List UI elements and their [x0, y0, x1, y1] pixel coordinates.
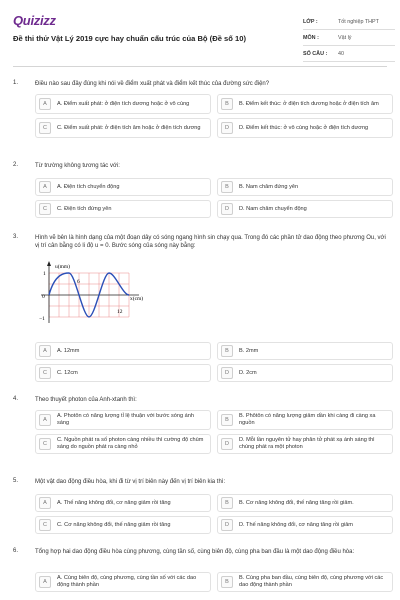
option-letter: B — [221, 345, 233, 357]
question-text: Từ trường không tương tác với: — [35, 163, 120, 169]
options-grid — [35, 494, 390, 534]
meta-key: LỚP : — [303, 18, 318, 25]
page-title: Đề thi thử Vật Lý 2019 cực hay chuẩn cấu trúc của Bộ (Đề số 10) — [13, 34, 246, 43]
option-text: C. Nguồn phát ra số photon càng nhiều thì cường độ chùm sáng do nguồn phát ra càng nhỏ — [57, 437, 204, 450]
question-text: Tổng hợp hai dao động điều hòa cùng phương, cùng tần số, cùng biên độ, cùng pha ban đầu là một dao động điều hòa: — [35, 549, 355, 555]
question-number: 5. — [13, 478, 19, 484]
option-letter: B — [221, 414, 233, 426]
options-grid — [35, 94, 390, 138]
option-text: A. Thế năng không đổi, cơ năng giảm rồi tăng — [57, 499, 171, 506]
option-text: A. Photôn có năng lượng tỉ lệ thuận với bước sóng ánh sáng — [57, 413, 194, 426]
option-text: A. Điểm xuất phát: ở điện tích dương hoặc ở vô cùng — [57, 100, 190, 107]
option-text: B. Cơ năng không đổi, thế năng tăng rồi giảm. — [239, 499, 354, 506]
option-letter: A — [39, 98, 51, 110]
option-c[interactable] — [35, 364, 211, 382]
option-letter: A — [39, 576, 51, 588]
option-text: A. Điện tích chuyển động — [57, 183, 120, 190]
option-letter: D — [221, 519, 233, 531]
option-letter: C — [39, 367, 51, 379]
option-letter: B — [221, 98, 233, 110]
option-text: C. Cơ năng không đổi, thế năng giảm rồi tăng — [57, 521, 171, 528]
option-letter: C — [39, 438, 51, 450]
option-letter: A — [39, 414, 51, 426]
meta-value: 40 — [338, 50, 344, 57]
option-letter: D — [221, 438, 233, 450]
option-b[interactable] — [217, 342, 393, 360]
option-d[interactable] — [217, 516, 393, 534]
meta-row-class — [303, 14, 395, 30]
option-text: A. Cùng biên độ, cùng phương, cùng tần số với các dao động thành phần — [57, 575, 197, 588]
option-text: D. 2cm — [239, 369, 257, 376]
option-d[interactable] — [217, 364, 393, 382]
question-number: 2. — [13, 162, 19, 168]
option-text: C. 12cm — [57, 369, 78, 376]
option-letter: C — [39, 122, 51, 134]
option-text: B. Phôtôn có năng lượng giảm dần khi càng đi càng xa nguồn — [239, 413, 376, 426]
option-letter: C — [39, 519, 51, 531]
question-text: Theo thuyết photon của Anh-xtanh thì: — [35, 397, 137, 403]
question-text: Hình vẽ bên là hình dạng của một đoạn dây có sóng ngang hình sin chạy qua. Trong đó các phần tử dao động theo phương Ou, với vị trí cân bằng có li độ u = 0. Bước sóng của sóng này bằng: — [35, 235, 386, 249]
option-b[interactable] — [217, 178, 393, 196]
option-text: D. Nam châm chuyển động — [239, 205, 307, 212]
option-text: D. Điểm kết thúc: ở vô cùng hoặc ở điện tích dương — [239, 124, 369, 131]
option-letter: B — [221, 181, 233, 193]
option-letter: B — [221, 576, 233, 588]
origin-label: 0 — [42, 294, 45, 300]
option-a[interactable] — [35, 342, 211, 360]
question-text: Điều nào sau đây đúng khi nói về điểm xuất phát và điểm kết thúc của đường sức điện? — [35, 81, 270, 87]
meta-table — [303, 14, 395, 62]
option-text: B. Cùng pha ban đầu, cùng biên độ, cùng phương với các dao động thành phần — [239, 575, 384, 588]
options-grid — [35, 572, 390, 592]
option-letter: D — [221, 367, 233, 379]
option-letter: A — [39, 345, 51, 357]
option-letter: D — [221, 122, 233, 134]
wave-figure — [35, 261, 145, 327]
option-c[interactable] — [35, 434, 211, 454]
options-grid — [35, 178, 390, 218]
option-b[interactable] — [217, 410, 393, 430]
x-mark-6: 6 — [77, 279, 80, 285]
option-d[interactable] — [217, 200, 393, 218]
x-mark-12: 12 — [117, 309, 123, 315]
option-a[interactable] — [35, 572, 211, 592]
option-letter: C — [39, 203, 51, 215]
option-letter: B — [221, 497, 233, 509]
option-text: B. 2mm — [239, 347, 259, 354]
meta-key: MÔN : — [303, 34, 319, 41]
question-text: Một vật dao động điều hòa, khi đi từ vị trí biên này đến vị trí biên kia thì: — [35, 479, 226, 485]
option-b[interactable] — [217, 494, 393, 512]
option-text: B. Nam châm đứng yên — [239, 183, 299, 190]
header-divider — [13, 66, 387, 67]
u-label: u(mm) — [55, 264, 70, 270]
option-letter: D — [221, 203, 233, 215]
question-number: 6. — [13, 548, 19, 554]
option-a[interactable] — [35, 94, 211, 114]
option-b[interactable] — [217, 572, 393, 592]
meta-value: Tốt nghiệp THPT — [338, 18, 379, 25]
option-d[interactable] — [217, 434, 393, 454]
option-letter: A — [39, 497, 51, 509]
options-grid — [35, 342, 390, 382]
options-grid — [35, 410, 390, 454]
option-text: C. Điểm xuất phát: ở điện tích âm hoặc ở điện tích dương — [57, 124, 201, 131]
option-c[interactable] — [35, 118, 211, 138]
option-c[interactable] — [35, 516, 211, 534]
option-text: A. 12mm — [57, 347, 80, 354]
option-text: B. Điểm kết thúc: ở điện tích dương hoặc ở điện tích âm — [239, 100, 379, 107]
option-c[interactable] — [35, 200, 211, 218]
quizizz-logo: Quizizz — [13, 13, 56, 28]
option-text: D. Thế năng không đổi, cơ năng tăng rồi giảm — [239, 521, 353, 528]
u-axis-arrow — [47, 261, 51, 266]
option-letter: A — [39, 181, 51, 193]
option-a[interactable] — [35, 178, 211, 196]
x-label: x(cm) — [130, 296, 144, 302]
meta-value: Vật lý — [338, 34, 352, 41]
meta-key: SỐ CÂU : — [303, 50, 328, 57]
option-b[interactable] — [217, 94, 393, 114]
question-number: 1. — [13, 80, 19, 86]
option-a[interactable] — [35, 410, 211, 430]
u-min-label: −1 — [39, 316, 45, 322]
meta-row-subject — [303, 30, 395, 46]
u-max-label: 1 — [43, 271, 46, 277]
option-a[interactable] — [35, 494, 211, 512]
meta-row-count — [303, 46, 395, 62]
option-d[interactable] — [217, 118, 393, 138]
option-text: C. Điện tích đứng yên — [57, 205, 112, 212]
question-number: 4. — [13, 396, 19, 402]
question-number: 3. — [13, 234, 19, 240]
option-text: D. Mỗi lần nguyên tử hay phân tử phát xạ ánh sáng thì chúng phát ra một photon — [239, 437, 375, 450]
